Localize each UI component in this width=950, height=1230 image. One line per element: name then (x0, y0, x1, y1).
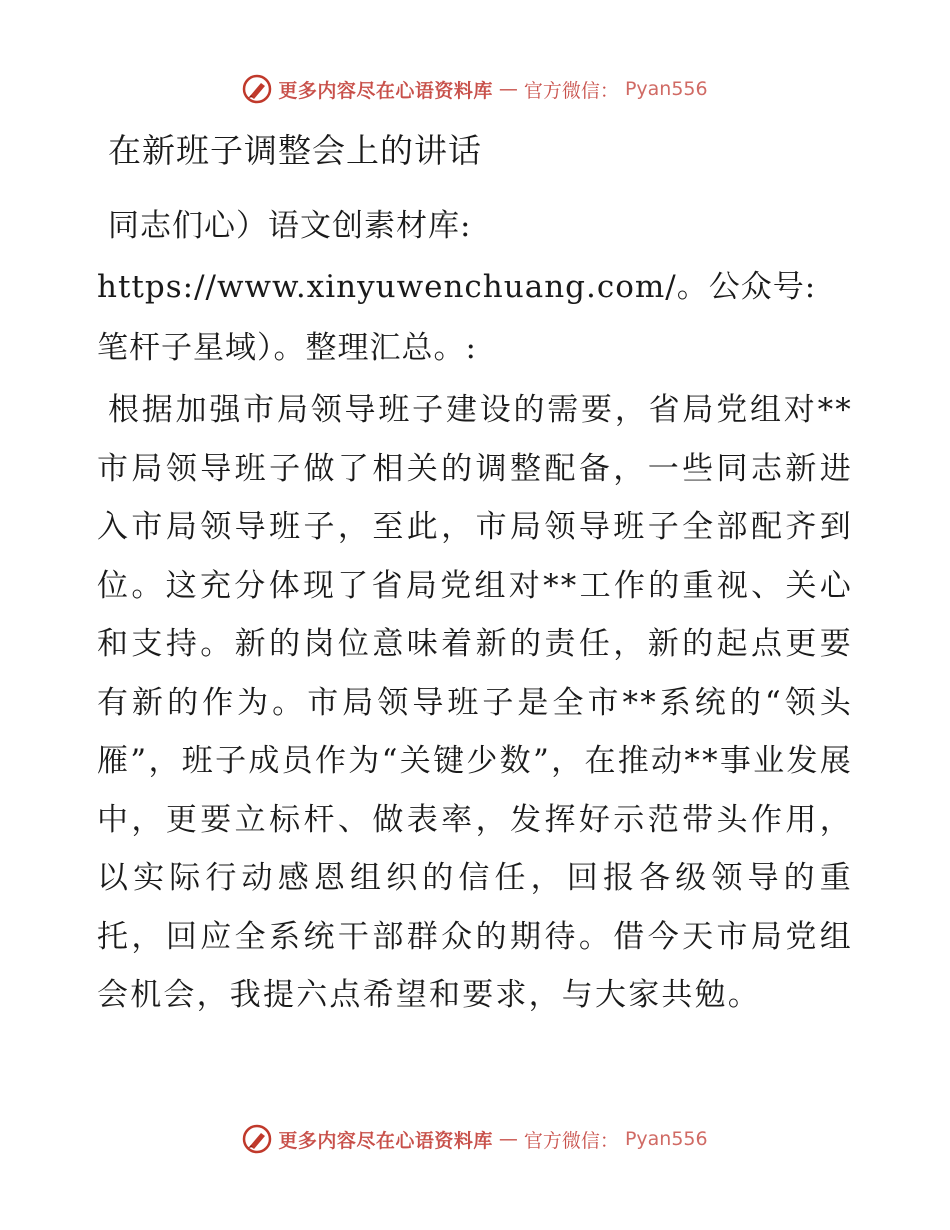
pen-nib-logo-icon (242, 1124, 272, 1154)
body-paragraph-text: 根据加强市局领导班子建设的需要，省局党组对**市局领导班子做了相关的调整配备，一些同志新进入市局领导班子，至此，市局领导班子全部配齐到位。这充分体现了省局党组对**工作的重视、关心和支持。新的岗位意味着新的责任，新的起点更要有新的作为。市局领导班子是全市**系统的“领头雁”，班子成员作为“关键少数”，在推动**事业发展中，更要立标杆、做表率，发挥好示范带头作用，以实际行动感恩组织的信任，回报各级领导的重托，回应全系统干部群众的期待。借今天市局党组会机会，我提六点希望和要求，与大家共勉。 (97, 392, 853, 1013)
salutation (97, 196, 857, 379)
banner-text: 更多内容尽在心语资料库 (278, 1129, 493, 1152)
header-banner (0, 74, 950, 104)
banner-contact-label: 官方微信： (523, 1129, 619, 1152)
banner-contact-id: Pyan556 (624, 78, 708, 100)
banner-text: 更多内容尽在心语资料库 (278, 79, 493, 102)
banner-separator: — (498, 1128, 518, 1150)
salutation-text: 同志们心）语文创素材库: https://www.xinyuwenchuang.com/。公众号: 笔杆子星域）。整理汇总。: (97, 208, 817, 366)
document-title: 在新班子调整会上的讲话 (108, 131, 482, 170)
footer-banner (0, 1124, 950, 1154)
banner-contact-id: Pyan556 (624, 1128, 708, 1150)
banner-contact-label: 官方微信： (523, 79, 619, 102)
pen-nib-logo-icon (242, 74, 272, 104)
banner-separator: — (498, 78, 518, 100)
body-paragraph (97, 381, 853, 1025)
